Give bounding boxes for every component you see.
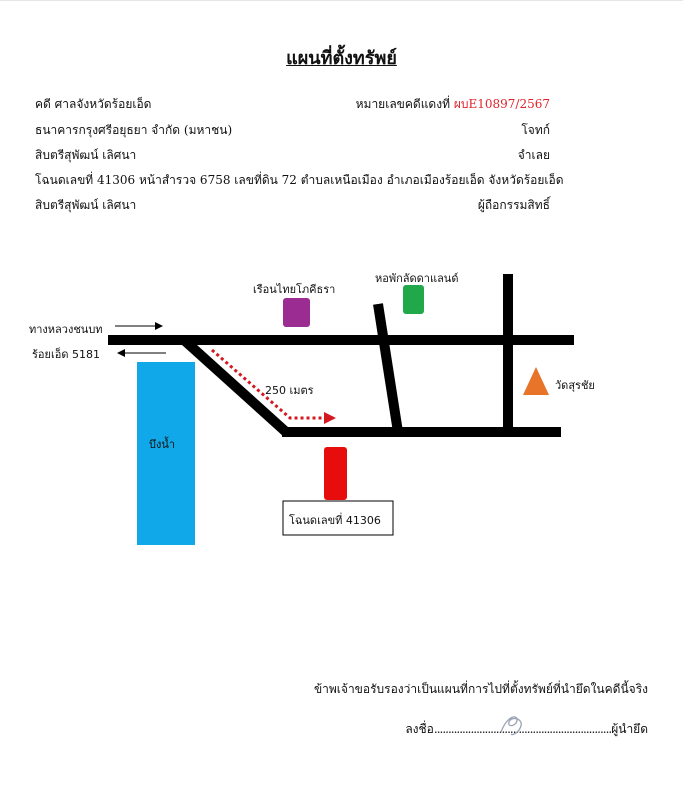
defendant-name: สิบตรีสุพัฒน์ เลิศนา (35, 148, 137, 162)
case-number: ผบE10897/2567 (453, 97, 550, 111)
landmark-2-label: หอพักลัดดาแลนด์ (375, 272, 459, 285)
landmark-1-marker (283, 298, 310, 327)
pond-label: บึงน้ำ (149, 438, 176, 451)
distance-label: 250 เมตร (265, 384, 314, 397)
road-label-2: ร้อยเอ็ด 5181 (32, 348, 100, 361)
temple-marker (523, 367, 549, 395)
deed-box-label: โฉนดเลขที่ 41306 (289, 514, 381, 527)
deed-info: โฉนดเลขที่ 41306 หน้าสำรวจ 6758 เลขที่ดิน 72 ตำบลเหนือเมือง อำเภอเมืองร้อยเอ็ด จังหวัดร้อยเอ็ด (35, 173, 564, 187)
sign-prefix: ลงชื่อ (405, 722, 434, 736)
road-label-1: ทางหลวงชนบท (29, 323, 103, 336)
signature-scribble (495, 712, 529, 738)
sign-suffix: ผู้นำยึด (611, 722, 648, 736)
plaintiff-role: โจทก์ (521, 123, 550, 137)
document-title: แผนที่ตั้งทรัพย์ (286, 48, 397, 69)
owner-name: สิบตรีสุพัฒน์ เลิศนา (35, 198, 137, 212)
middle-cross-road (378, 304, 398, 432)
defendant-role: จำเลย (517, 148, 550, 162)
landmark-2-marker (403, 285, 424, 314)
sign-dots: ............................................................... (433, 722, 612, 736)
temple-label: วัดสุรชัย (555, 379, 595, 392)
case-number-label: หมายเลขคดีแดงที่ (355, 97, 450, 111)
certification-statement: ข้าพเจ้าขอรับรองว่าเป็นแผนที่การไปที่ตั้งทรัพย์ที่นำยึดในคดีนี้จริง (313, 682, 648, 696)
owner-role: ผู้ถือกรรมสิทธิ์ (477, 198, 550, 212)
court-label: คดี ศาลจังหวัดร้อยเอ็ด (35, 97, 152, 111)
pond-area (137, 362, 195, 545)
landmark-1-label: เรือนไทยโภคีธรา (253, 283, 336, 296)
property-marker (324, 447, 347, 500)
plaintiff-name: ธนาคารกรุงศรีอยุธยา จำกัด (มหาชน) (35, 123, 233, 137)
